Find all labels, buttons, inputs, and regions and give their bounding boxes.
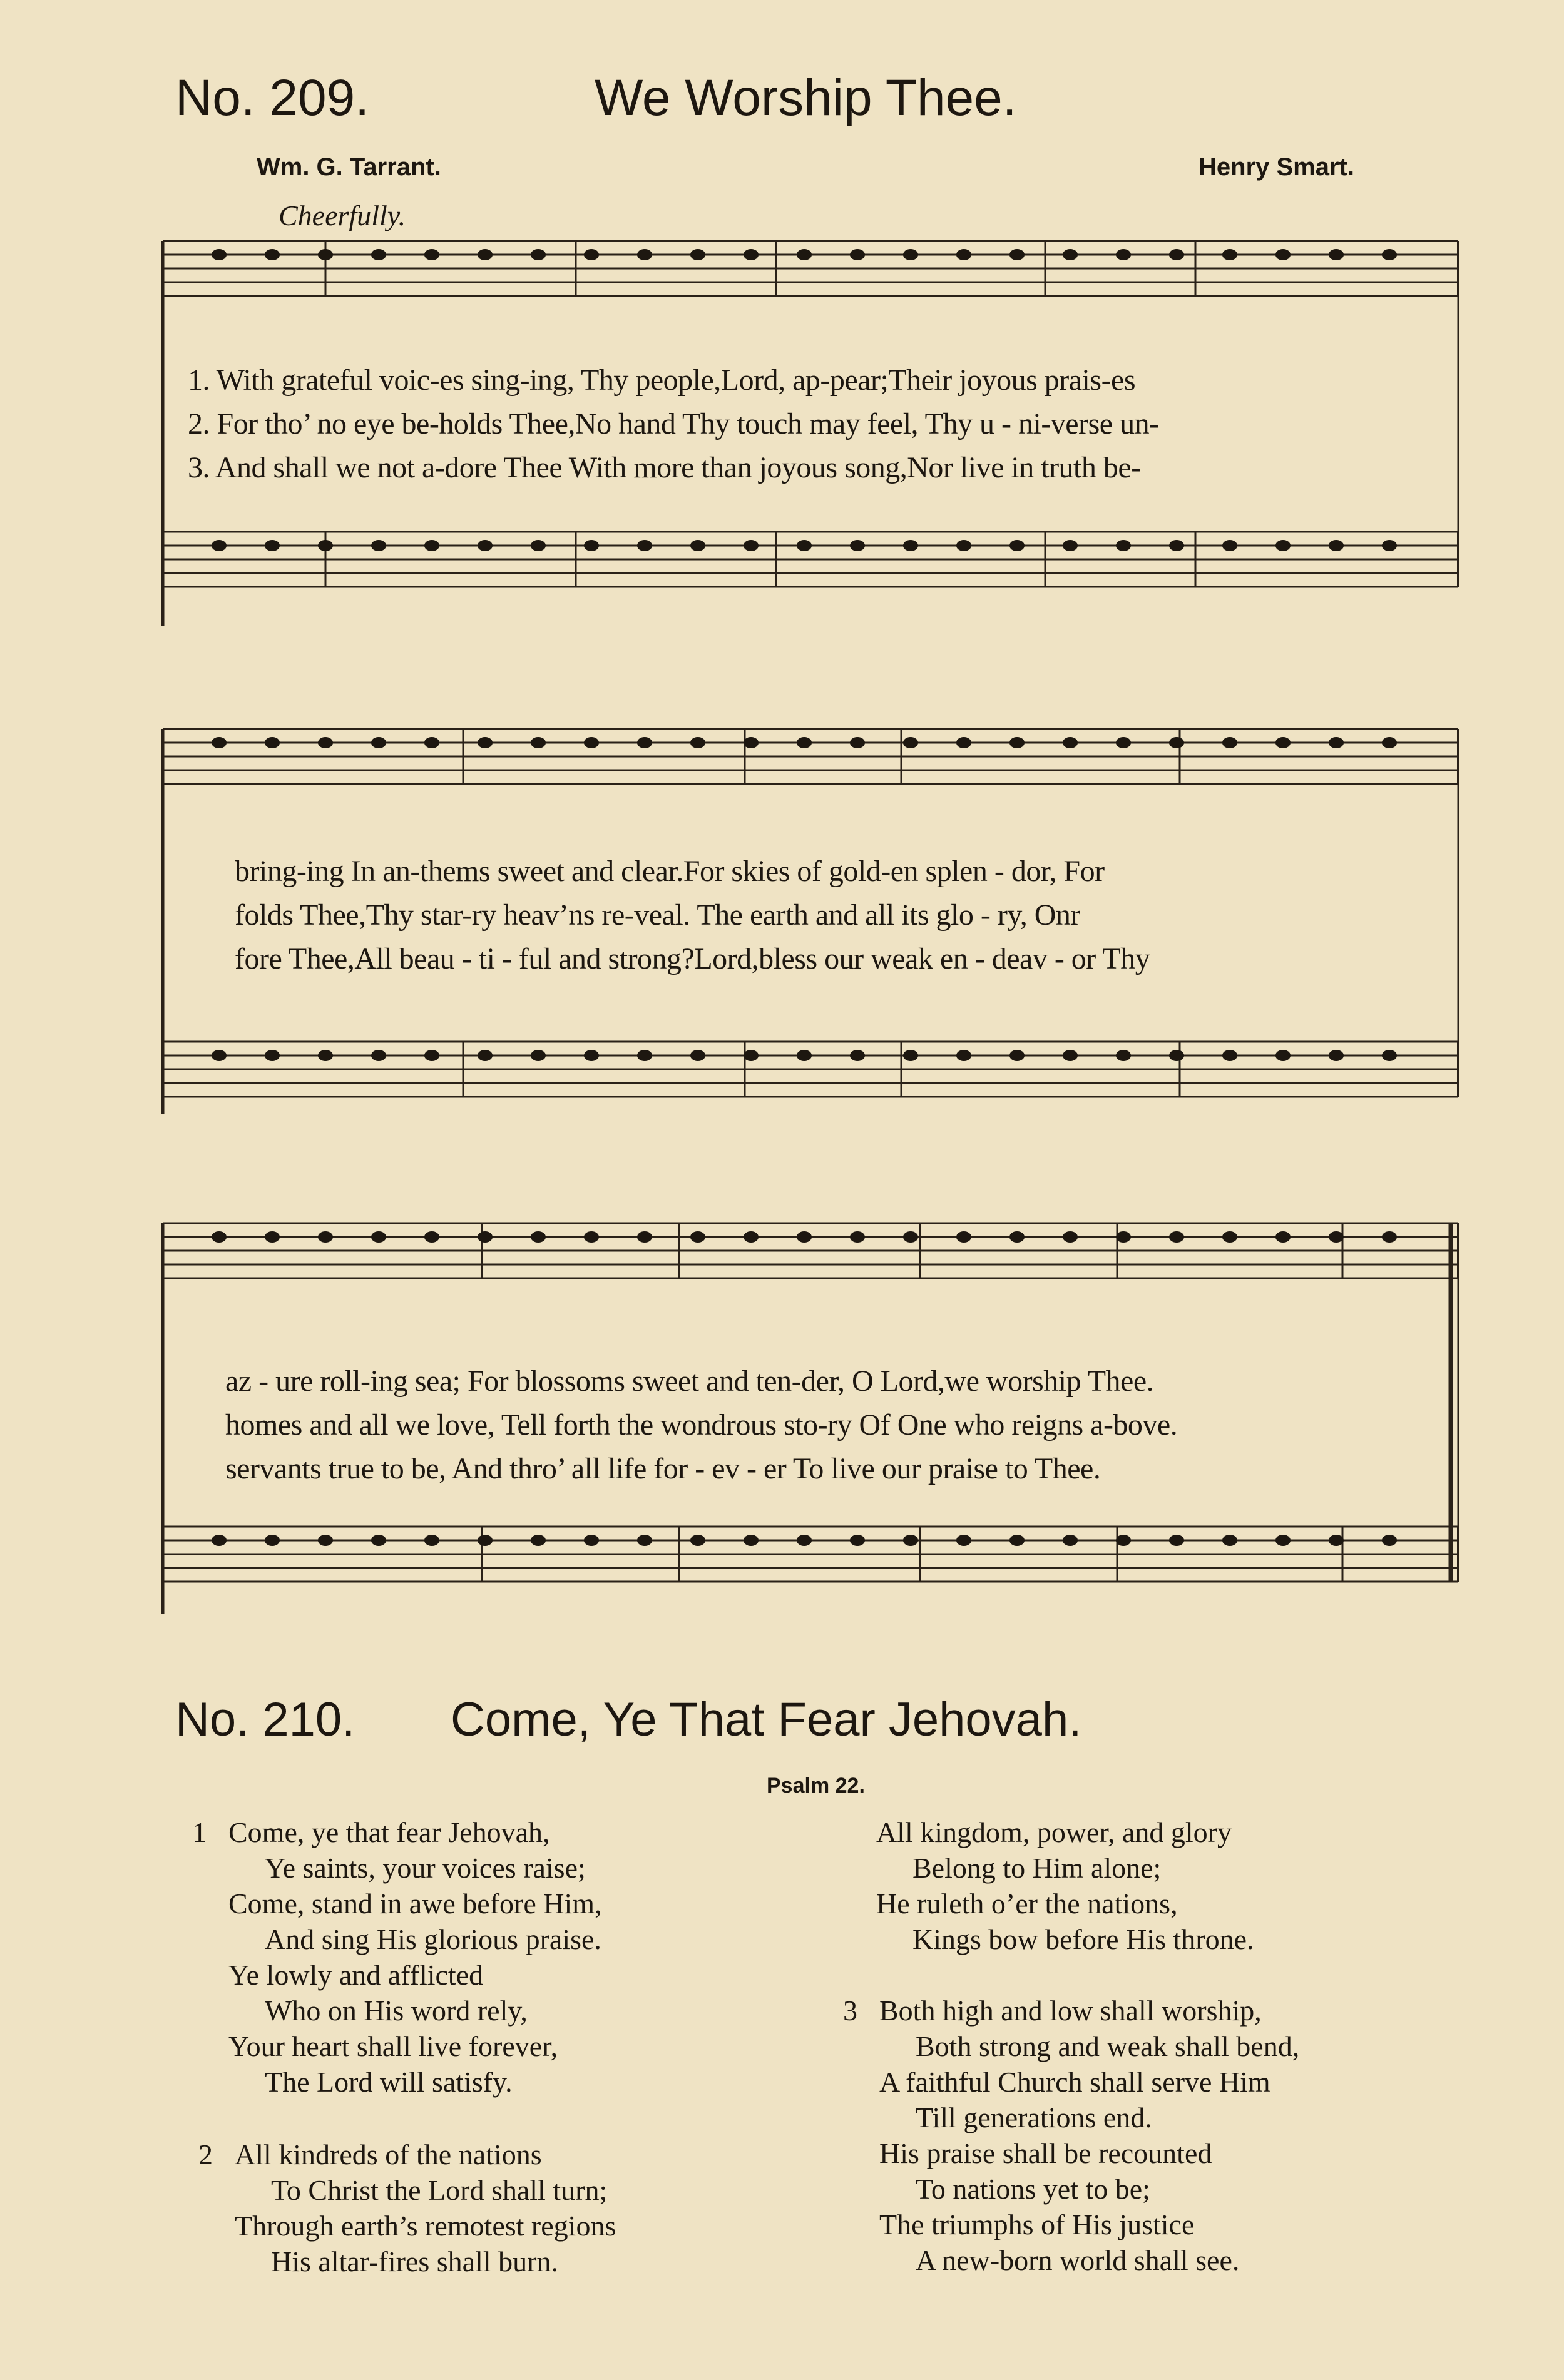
verse-line: Till generations end. — [916, 2102, 1152, 2133]
note-head — [850, 1231, 865, 1243]
verse-line: Both high and low shall worship, — [879, 1995, 1262, 2027]
hymn-title: We Worship Thee. — [595, 69, 1017, 126]
lyric-line: folds Thee,Thy star-ry heav’ns re-veal. The earth and all its glo - ry, Onr — [235, 898, 1080, 932]
note-head — [797, 1231, 812, 1243]
note-head — [744, 1050, 759, 1061]
note-head — [637, 1535, 652, 1546]
note-head — [1116, 540, 1131, 551]
note-head — [212, 737, 227, 748]
note-head — [584, 1050, 599, 1061]
note-head — [1063, 249, 1078, 260]
note-head — [744, 540, 759, 551]
note-head — [637, 1050, 652, 1061]
verse-line: A faithful Church shall serve Him — [879, 2066, 1270, 2098]
verse-number: 1 — [192, 1816, 207, 1848]
note-head — [1169, 1535, 1184, 1546]
note-head — [371, 540, 386, 551]
note-head — [424, 1535, 439, 1546]
note-head — [212, 1535, 227, 1546]
note-head — [584, 1231, 599, 1243]
note-head — [1116, 737, 1131, 748]
note-head — [371, 1231, 386, 1243]
note-head — [850, 1050, 865, 1061]
note-head — [371, 249, 386, 260]
note-head — [1009, 540, 1025, 551]
note-head — [956, 1535, 971, 1546]
note-head — [478, 1535, 493, 1546]
note-head — [744, 1231, 759, 1243]
note-head — [1275, 1231, 1291, 1243]
note-head — [903, 540, 918, 551]
note-head — [212, 249, 227, 260]
verse-line: Ye lowly and afflicted — [228, 1959, 484, 1991]
note-head — [956, 249, 971, 260]
note-head — [584, 1535, 599, 1546]
note-head — [1275, 540, 1291, 551]
note-head — [850, 1535, 865, 1546]
note-head — [690, 1050, 705, 1061]
note-head — [1116, 1231, 1131, 1243]
note-head — [850, 249, 865, 260]
note-head — [531, 540, 546, 551]
note-head — [318, 540, 333, 551]
note-head — [1382, 737, 1397, 748]
note-head — [903, 249, 918, 260]
note-head — [265, 1535, 280, 1546]
verse-line: All kingdom, power, and glory — [876, 1816, 1232, 1848]
lyric-line: servants true to be, And thro’ all life for - ev - er To live our praise to Thee. — [225, 1452, 1101, 1485]
verse-2 — [198, 2137, 616, 2279]
note-head — [1009, 737, 1025, 748]
note-head — [478, 249, 493, 260]
note-head — [797, 249, 812, 260]
note-head — [1009, 249, 1025, 260]
note-head — [1329, 737, 1344, 748]
note-head — [478, 540, 493, 551]
note-head — [903, 1535, 918, 1546]
note-head — [744, 249, 759, 260]
note-head — [1329, 249, 1344, 260]
verse-line: Come, stand in awe before Him, — [228, 1888, 602, 1920]
note-head — [265, 1231, 280, 1243]
note-head — [1329, 540, 1344, 551]
verse-line: Ye saints, your voices raise; — [265, 1852, 586, 1884]
note-head — [1382, 1050, 1397, 1061]
hymn-number: No. 209. — [175, 69, 369, 126]
verse-line: Belong to Him alone; — [912, 1852, 1162, 1884]
note-head — [424, 1231, 439, 1243]
note-head — [637, 540, 652, 551]
note-head — [265, 1050, 280, 1061]
verse-line: He ruleth o’er the nations, — [876, 1888, 1178, 1920]
note-head — [1169, 249, 1184, 260]
note-head — [1063, 1231, 1078, 1243]
lyric-line: 3. And shall we not a-dore Thee With more than joyous song,Nor live in truth be- — [188, 451, 1141, 484]
verse-line: The triumphs of His justice — [879, 2209, 1195, 2240]
note-head — [212, 540, 227, 551]
note-head — [318, 1231, 333, 1243]
note-head — [371, 1535, 386, 1546]
verse-2-continued — [876, 1814, 1254, 1957]
note-head — [1063, 1050, 1078, 1061]
verse-line: And sing His glorious praise. — [265, 1923, 601, 1955]
note-head — [1275, 249, 1291, 260]
note-head — [1275, 1050, 1291, 1061]
note-head — [1169, 540, 1184, 551]
note-head — [265, 540, 280, 551]
note-head — [1222, 737, 1237, 748]
note-head — [1329, 1050, 1344, 1061]
note-head — [690, 737, 705, 748]
verse-line: Come, ye that fear Jehovah, — [228, 1816, 550, 1848]
note-head — [318, 1535, 333, 1546]
verse-line: To nations yet to be; — [916, 2173, 1150, 2205]
note-head — [637, 249, 652, 260]
note-head — [424, 1050, 439, 1061]
note-head — [956, 1050, 971, 1061]
verse-line: His altar-fires shall burn. — [271, 2245, 558, 2277]
note-head — [1116, 1050, 1131, 1061]
verse-line: The Lord will satisfy. — [265, 2066, 513, 2098]
lyricist-credit: Wm. G. Tarrant. — [257, 153, 441, 181]
note-head — [424, 249, 439, 260]
note-head — [531, 249, 546, 260]
note-head — [531, 737, 546, 748]
note-head — [797, 1050, 812, 1061]
note-head — [531, 1231, 546, 1243]
note-head — [797, 1535, 812, 1546]
note-head — [903, 737, 918, 748]
note-head — [1382, 249, 1397, 260]
note-head — [318, 737, 333, 748]
psalm-reference: Psalm 22. — [767, 1774, 865, 1798]
verse-line: Through earth’s remotest regions — [235, 2210, 616, 2242]
note-head — [637, 1231, 652, 1243]
note-head — [1116, 1535, 1131, 1546]
note-head — [903, 1050, 918, 1061]
lyric-line: fore Thee,All beau - ti - ful and strong?Lord,bless our weak en - deav - or Thy — [235, 942, 1150, 975]
note-head — [744, 737, 759, 748]
note-head — [531, 1535, 546, 1546]
lyric-line: 2. For tho’ no eye be-holds Thee,No hand Thy touch may feel, Thy u - ni-verse un- — [188, 407, 1159, 440]
note-head — [531, 1050, 546, 1061]
composer-credit: Henry Smart. — [1199, 153, 1354, 181]
note-head — [903, 1231, 918, 1243]
note-head — [478, 1231, 493, 1243]
note-head — [212, 1050, 227, 1061]
note-head — [1169, 737, 1184, 748]
note-head — [690, 1535, 705, 1546]
note-head — [797, 737, 812, 748]
note-head — [690, 1231, 705, 1243]
note-head — [265, 737, 280, 748]
note-head — [1169, 1050, 1184, 1061]
note-head — [318, 249, 333, 260]
note-head — [371, 1050, 386, 1061]
note-head — [1063, 1535, 1078, 1546]
note-head — [637, 737, 652, 748]
note-head — [956, 737, 971, 748]
lyric-line: 1. With grateful voic-es sing-ing, Thy people,Lord, ap-pear;Their joyous prais-es — [188, 364, 1136, 397]
note-head — [1009, 1535, 1025, 1546]
note-head — [1222, 1231, 1237, 1243]
note-head — [478, 737, 493, 748]
note-head — [690, 540, 705, 551]
note-head — [478, 1050, 493, 1061]
note-head — [1063, 540, 1078, 551]
note-head — [1382, 1535, 1397, 1546]
note-head — [424, 540, 439, 551]
note-head — [265, 249, 280, 260]
note-head — [1063, 737, 1078, 748]
note-head — [1382, 1231, 1397, 1243]
note-head — [424, 737, 439, 748]
verse-1 — [192, 1814, 602, 2100]
verse-line: A new-born world shall see. — [916, 2244, 1240, 2276]
note-head — [1009, 1050, 1025, 1061]
note-head — [1329, 1231, 1344, 1243]
note-head — [690, 249, 705, 260]
note-head — [797, 540, 812, 551]
note-head — [744, 1535, 759, 1546]
note-head — [1116, 249, 1131, 260]
verse-3 — [843, 1993, 1300, 2278]
verse-line: Kings bow before His throne. — [912, 1923, 1254, 1955]
hymn-title: Come, Ye That Fear Jehovah. — [451, 1693, 1082, 1746]
lyric-line: az - ure roll-ing sea; For blossoms sweet and ten-der, O Lord,we worship Thee. — [225, 1365, 1154, 1398]
note-head — [584, 540, 599, 551]
note-head — [584, 249, 599, 260]
note-head — [1009, 1231, 1025, 1243]
note-head — [956, 1231, 971, 1243]
note-head — [956, 540, 971, 551]
note-head — [850, 737, 865, 748]
tempo-marking: Cheerfully. — [279, 200, 406, 231]
note-head — [584, 737, 599, 748]
note-head — [318, 1050, 333, 1061]
hymn-number: No. 210. — [175, 1693, 355, 1746]
verse-number: 2 — [198, 2138, 213, 2170]
note-head — [1222, 540, 1237, 551]
note-head — [1169, 1231, 1184, 1243]
verse-line: His praise shall be recounted — [879, 2137, 1212, 2169]
lyric-line: homes and all we love, Tell forth the wondrous sto-ry Of One who reigns a-bove. — [225, 1408, 1178, 1442]
verse-number: 3 — [843, 1995, 857, 2027]
verse-line: Your heart shall live forever, — [228, 2030, 558, 2062]
note-head — [1222, 1535, 1237, 1546]
note-head — [1222, 1050, 1237, 1061]
lyric-line: bring-ing In an-thems sweet and clear.For skies of gold-en splen - dor, For — [235, 855, 1105, 888]
verse-line: All kindreds of the nations — [235, 2138, 542, 2170]
note-head — [371, 737, 386, 748]
note-head — [1329, 1535, 1344, 1546]
verse-line: Who on His word rely, — [265, 1995, 528, 2027]
verse-line: To Christ the Lord shall turn; — [271, 2174, 608, 2206]
note-head — [850, 540, 865, 551]
note-head — [1275, 737, 1291, 748]
note-head — [1275, 1535, 1291, 1546]
verse-line: Both strong and weak shall bend, — [916, 2030, 1300, 2062]
note-head — [1222, 249, 1237, 260]
note-head — [212, 1231, 227, 1243]
note-head — [1382, 540, 1397, 551]
